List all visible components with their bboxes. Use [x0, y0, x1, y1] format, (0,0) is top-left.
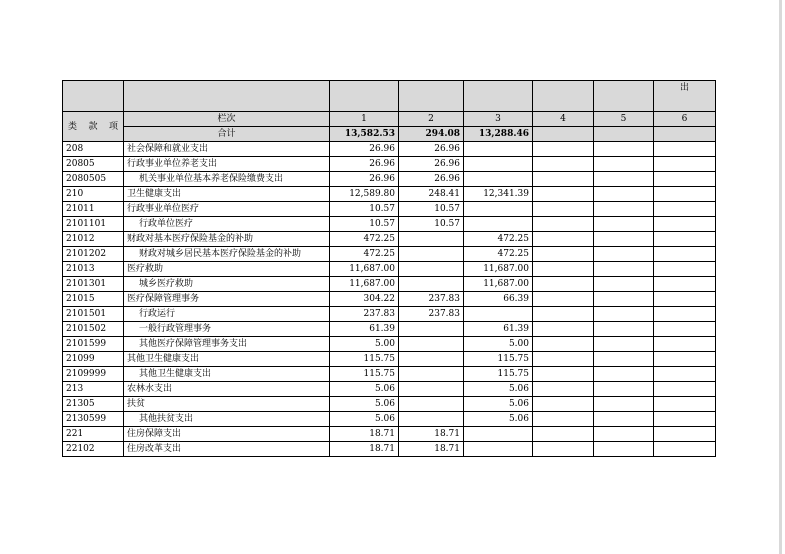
function-name: 医疗救助: [124, 262, 330, 277]
amount-col5: [594, 442, 654, 457]
amount-col6: [654, 262, 716, 277]
amount-col5: [594, 142, 654, 157]
function-code: 213: [63, 382, 124, 397]
amount-col3: [464, 442, 533, 457]
amount-col5: [594, 277, 654, 292]
amount-col2: 26.96: [399, 172, 464, 187]
amount-col6: [654, 337, 716, 352]
amount-col1: 237.83: [330, 307, 399, 322]
function-code: 2101501: [63, 307, 124, 322]
amount-col2: 26.96: [399, 142, 464, 157]
expenditure-table: [62, 80, 716, 457]
amount-col1: 26.96: [330, 142, 399, 157]
amount-col5: [594, 307, 654, 322]
header-cell: [63, 81, 124, 112]
amount-col5: [594, 427, 654, 442]
table-row: [63, 277, 716, 292]
amount-col1: 11,687.00: [330, 277, 399, 292]
header-cell: [124, 81, 330, 112]
amount-col3: 472.25: [464, 247, 533, 262]
function-code: 22102: [63, 442, 124, 457]
amount-col4: [533, 172, 594, 187]
total-value: 13,288.46: [464, 127, 533, 142]
function-name: 行政事业单位养老支出: [124, 157, 330, 172]
header-cell: [464, 81, 533, 112]
amount-col1: 115.75: [330, 367, 399, 382]
amount-col2: [399, 262, 464, 277]
amount-col6: [654, 322, 716, 337]
amount-col4: [533, 202, 594, 217]
function-code: 20805: [63, 157, 124, 172]
amount-col6: [654, 187, 716, 202]
amount-col4: [533, 382, 594, 397]
amount-col4: [533, 262, 594, 277]
table-row: [63, 367, 716, 382]
amount-col2: [399, 337, 464, 352]
amount-col2: 18.71: [399, 427, 464, 442]
function-name-text: 城乡医疗救助: [139, 279, 194, 289]
function-code: 21012: [63, 232, 124, 247]
amount-col4: [533, 352, 594, 367]
function-name: [124, 412, 330, 427]
function-code: 210: [63, 187, 124, 202]
outlay-header: 出: [654, 81, 716, 112]
function-name: 住房保障支出: [124, 427, 330, 442]
function-name: 医疗保障管理事务: [124, 292, 330, 307]
function-name-text: 机关事业单位基本养老保险缴费支出: [139, 174, 284, 184]
amount-col2: [399, 232, 464, 247]
function-code: 2101301: [63, 277, 124, 292]
amount-col3: [464, 217, 533, 232]
function-code: 2101599: [63, 337, 124, 352]
total-value: 13,582.53: [330, 127, 399, 142]
amount-col1: 12,589.80: [330, 187, 399, 202]
table-row: [63, 247, 716, 262]
column-label: 栏次: [124, 112, 330, 127]
function-code: 2080505: [63, 172, 124, 187]
amount-col5: [594, 292, 654, 307]
amount-col4: [533, 412, 594, 427]
col-number: 6: [654, 112, 716, 127]
total-value: [654, 127, 716, 142]
function-name: 其他卫生健康支出: [124, 352, 330, 367]
function-code: 21011: [63, 202, 124, 217]
table-row: [63, 142, 716, 157]
function-name-text: 其他扶贫支出: [139, 414, 194, 424]
function-code: 21305: [63, 397, 124, 412]
function-name-text: 其他医疗保障管理事务支出: [139, 339, 248, 349]
amount-col3: [464, 202, 533, 217]
amount-col4: [533, 322, 594, 337]
amount-col2: [399, 367, 464, 382]
function-code: 2101101: [63, 217, 124, 232]
amount-col4: [533, 277, 594, 292]
amount-col2: [399, 397, 464, 412]
amount-col6: [654, 397, 716, 412]
table-row: [63, 442, 716, 457]
function-name: 扶贫: [124, 397, 330, 412]
function-name: 农林水支出: [124, 382, 330, 397]
amount-col3: 11,687.00: [464, 277, 533, 292]
function-code: 208: [63, 142, 124, 157]
table-row: [63, 217, 716, 232]
amount-col3: 61.39: [464, 322, 533, 337]
class-header-cell: [63, 112, 124, 142]
header-cell: [330, 81, 399, 112]
amount-col6: [654, 382, 716, 397]
amount-col6: [654, 367, 716, 382]
amount-col2: [399, 352, 464, 367]
amount-col2: 237.83: [399, 307, 464, 322]
function-name: 卫生健康支出: [124, 187, 330, 202]
table-row: [63, 427, 716, 442]
amount-col1: 11,687.00: [330, 262, 399, 277]
amount-col1: 115.75: [330, 352, 399, 367]
amount-col6: [654, 157, 716, 172]
amount-col3: 5.06: [464, 382, 533, 397]
amount-col5: [594, 352, 654, 367]
amount-col1: 5.06: [330, 382, 399, 397]
total-value: 294.08: [399, 127, 464, 142]
amount-col5: [594, 187, 654, 202]
amount-col4: [533, 307, 594, 322]
amount-col6: [654, 427, 716, 442]
amount-col1: 10.57: [330, 202, 399, 217]
function-code: 221: [63, 427, 124, 442]
amount-col3: 115.75: [464, 352, 533, 367]
function-code: 2109999: [63, 367, 124, 382]
amount-col5: [594, 412, 654, 427]
amount-col3: [464, 427, 533, 442]
col-number: 3: [464, 112, 533, 127]
table-row: [63, 187, 716, 202]
function-name: 社会保障和就业支出: [124, 142, 330, 157]
amount-col2: [399, 412, 464, 427]
amount-col2: 10.57: [399, 202, 464, 217]
function-code: 21015: [63, 292, 124, 307]
amount-col1: 61.39: [330, 322, 399, 337]
amount-col4: [533, 187, 594, 202]
amount-col5: [594, 322, 654, 337]
total-value: [594, 127, 654, 142]
amount-col5: [594, 337, 654, 352]
header-cell: [399, 81, 464, 112]
item-label: 项: [108, 121, 118, 132]
table-row: [63, 337, 716, 352]
amount-col6: [654, 232, 716, 247]
amount-col1: 472.25: [330, 247, 399, 262]
amount-col2: [399, 277, 464, 292]
section-label: 款: [88, 121, 98, 132]
amount-col4: [533, 367, 594, 382]
amount-col6: [654, 217, 716, 232]
amount-col6: [654, 142, 716, 157]
amount-col5: [594, 367, 654, 382]
table-row: [63, 322, 716, 337]
function-name-text: 行政单位医疗: [139, 219, 194, 229]
function-code: 21013: [63, 262, 124, 277]
amount-col4: [533, 397, 594, 412]
table-row: [63, 382, 716, 397]
amount-col5: [594, 397, 654, 412]
amount-col6: [654, 307, 716, 322]
header-top-row: [63, 81, 716, 112]
amount-col6: [654, 292, 716, 307]
amount-col2: 248.41: [399, 187, 464, 202]
amount-col6: [654, 412, 716, 427]
amount-col1: 18.71: [330, 442, 399, 457]
table-row: [63, 172, 716, 187]
amount-col3: [464, 172, 533, 187]
amount-col6: [654, 202, 716, 217]
amount-col1: 18.71: [330, 427, 399, 442]
function-name: [124, 277, 330, 292]
amount-col6: [654, 352, 716, 367]
amount-col1: 5.06: [330, 397, 399, 412]
col-number: 5: [594, 112, 654, 127]
amount-col3: 66.39: [464, 292, 533, 307]
amount-col3: 11,687.00: [464, 262, 533, 277]
amount-col2: [399, 322, 464, 337]
total-row: [63, 127, 716, 142]
amount-col4: [533, 142, 594, 157]
function-name-text: 财政对城乡居民基本医疗保险基金的补助: [139, 249, 302, 259]
function-name: 财政对基本医疗保险基金的补助: [124, 232, 330, 247]
amount-col1: 26.96: [330, 172, 399, 187]
function-name: [124, 217, 330, 232]
amount-col1: 5.00: [330, 337, 399, 352]
amount-col3: 472.25: [464, 232, 533, 247]
amount-col5: [594, 232, 654, 247]
function-name: [124, 367, 330, 382]
function-code: 2101502: [63, 322, 124, 337]
function-name: [124, 337, 330, 352]
col-number: 2: [399, 112, 464, 127]
table-row: [63, 157, 716, 172]
function-name: [124, 322, 330, 337]
function-name: [124, 247, 330, 262]
amount-col6: [654, 277, 716, 292]
table-row: [63, 412, 716, 427]
function-name-text: 行政运行: [139, 309, 176, 319]
amount-col2: [399, 382, 464, 397]
header-cell: [594, 81, 654, 112]
amount-col1: 26.96: [330, 157, 399, 172]
amount-col3: [464, 307, 533, 322]
amount-col5: [594, 382, 654, 397]
amount-col3: [464, 142, 533, 157]
amount-col3: 5.06: [464, 397, 533, 412]
table-row: [63, 292, 716, 307]
table-row: [63, 397, 716, 412]
amount-col3: [464, 157, 533, 172]
amount-col5: [594, 247, 654, 262]
amount-col4: [533, 427, 594, 442]
amount-col5: [594, 172, 654, 187]
amount-col1: 10.57: [330, 217, 399, 232]
amount-col6: [654, 172, 716, 187]
amount-col3: 115.75: [464, 367, 533, 382]
table-row: [63, 352, 716, 367]
amount-col4: [533, 442, 594, 457]
amount-col6: [654, 442, 716, 457]
amount-col5: [594, 202, 654, 217]
amount-col5: [594, 217, 654, 232]
table-row: [63, 202, 716, 217]
function-name: [124, 307, 330, 322]
amount-col2: 18.71: [399, 442, 464, 457]
amount-col1: 5.06: [330, 412, 399, 427]
function-name: 住房改革支出: [124, 442, 330, 457]
function-code: 2130599: [63, 412, 124, 427]
amount-col1: 304.22: [330, 292, 399, 307]
header-column-row: [63, 112, 716, 127]
amount-col5: [594, 157, 654, 172]
amount-col4: [533, 232, 594, 247]
table-row: [63, 232, 716, 247]
amount-col4: [533, 157, 594, 172]
function-name: 行政事业单位医疗: [124, 202, 330, 217]
header-cell: [533, 81, 594, 112]
function-name-text: 其他卫生健康支出: [139, 369, 212, 379]
amount-col3: 5.00: [464, 337, 533, 352]
function-name: [124, 172, 330, 187]
class-label: 类: [68, 121, 78, 132]
amount-col2: 237.83: [399, 292, 464, 307]
function-name-text: 一般行政管理事务: [139, 324, 212, 334]
total-label: 合计: [124, 127, 330, 142]
col-number: 1: [330, 112, 399, 127]
col-number: 4: [533, 112, 594, 127]
table-row: [63, 262, 716, 277]
amount-col2: 10.57: [399, 217, 464, 232]
amount-col1: 472.25: [330, 232, 399, 247]
amount-col2: 26.96: [399, 157, 464, 172]
table-row: [63, 307, 716, 322]
amount-col4: [533, 217, 594, 232]
amount-col3: 12,341.39: [464, 187, 533, 202]
function-code: 2101202: [63, 247, 124, 262]
amount-col3: 5.06: [464, 412, 533, 427]
amount-col6: [654, 247, 716, 262]
total-value: [533, 127, 594, 142]
amount-col2: [399, 247, 464, 262]
amount-col5: [594, 262, 654, 277]
amount-col4: [533, 292, 594, 307]
amount-col4: [533, 337, 594, 352]
function-code: 21099: [63, 352, 124, 367]
amount-col4: [533, 247, 594, 262]
